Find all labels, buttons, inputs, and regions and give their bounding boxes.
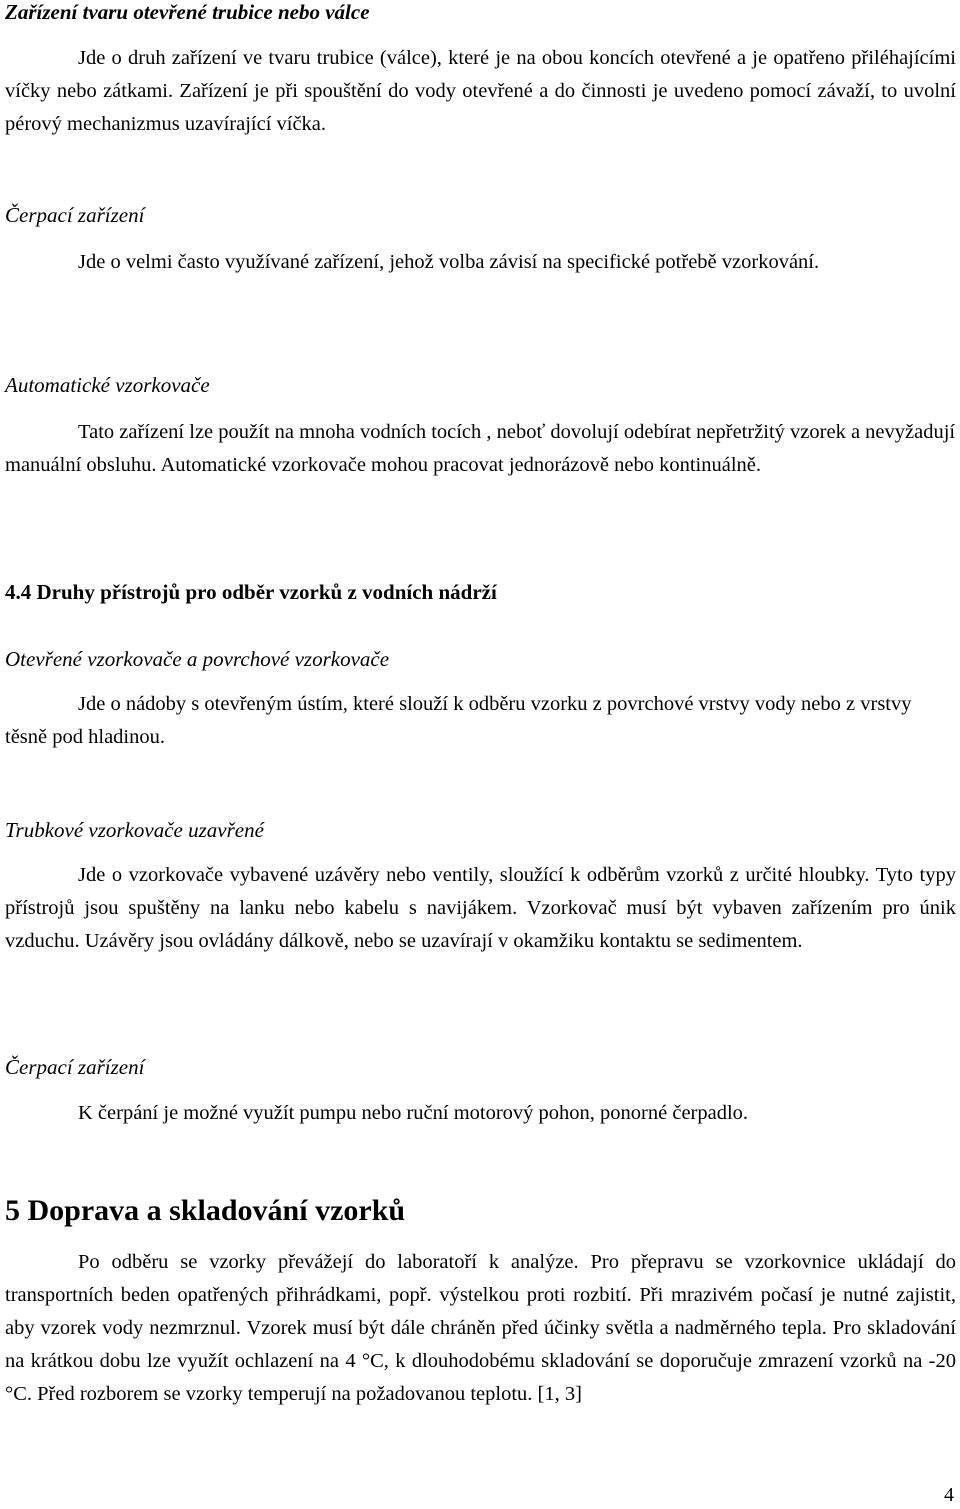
paragraph-closed-tube-samplers: Jde o vzorkovače vybavené uzávěry nebo ventily, sloužící k odběrům vzorků z určité hloubky. Tyto typy přístrojů jsou spuštěny na lanku nebo kabelu s navijákem. Vzorkovač musí být vybaven zařízením pro únik vzduchu. Uzávěry jsou ovládány dálkově, nebo se uzavírají v okamžiku kontaktu se sedimentem. <box>5 864 956 952</box>
heading-pump-device-1: Čerpací zařízení <box>5 203 145 227</box>
subsection-4-4-title: 4.4 Druhy přístrojů pro odběr vzorků z vodních nádrží <box>5 580 497 604</box>
heading-open-samplers: Otevřené vzorkovače a povrchové vzorkovače <box>5 647 390 671</box>
paragraph-tube-device: Jde o druh zařízení ve tvaru trubice (válce), které je na obou koncích otevřené a je opatřeno přiléhajícími víčky nebo zátkami. Zařízení je při spouštění do vody otevřené a do činnosti je uvedeno pomocí závaží, to uvolní pérový mechanizmus uzavírající víčka. <box>5 47 956 135</box>
heading-pump-device-2: Čerpací zařízení <box>5 1055 145 1079</box>
paragraph-pump-device-2: K čerpání je možné využít pumpu nebo ruční motorový pohon, ponorné čerpadlo. <box>78 1102 749 1124</box>
heading-automatic-samplers: Automatické vzorkovače <box>5 373 210 397</box>
paragraph-open-samplers: Jde o nádoby s otevřeným ústím, které slouží k odběru vzorku z povrchové vrstvy vody nebo z vrstvy těsně pod hladinou. <box>5 693 912 748</box>
paragraph-automatic-samplers: Tato zařízení lze použít na mnoha vodních tocích , neboť dovolují odebírat nepřetržitý vzorek a nevyžadují manuální obsluhu. Automatické vzorkovače mohou pracovat jednorázově nebo kontinuálně. <box>5 421 956 476</box>
section-5-title: 5 Doprava a skladování vzorků <box>5 1194 406 1227</box>
page-number: 4 <box>944 1484 954 1506</box>
heading-tube-device: Zařízení tvaru otevřené trubice nebo válce <box>5 0 370 24</box>
paragraph-transport-storage: Po odběru se vzorky převážejí do laboratoří k analýze. Pro přepravu se vzorkovnice ukládají do transportních beden opatřených přihrádkami, popř. výstelkou proti rozbití. Při mrazivém počasí je nutné zajistit, aby vzorek vody nezmrznul. Vzorek musí být dále chráněn před účinky světla a nadměrného tepla. Pro skladování na krátkou dobu lze využít ochlazení na 4 °C, k dlouhodobému skladování se doporučuje zmrazení vzorků na -20 °C. Před rozborem se vzorky temperují na požadovanou teplotu. [1, 3] <box>5 1251 956 1405</box>
heading-closed-tube-samplers: Trubkové vzorkovače uzavřené <box>5 818 264 842</box>
paragraph-pump-device-1: Jde o velmi často využívané zařízení, jehož volba závisí na specifické potřebě vzorkování. <box>78 251 820 273</box>
